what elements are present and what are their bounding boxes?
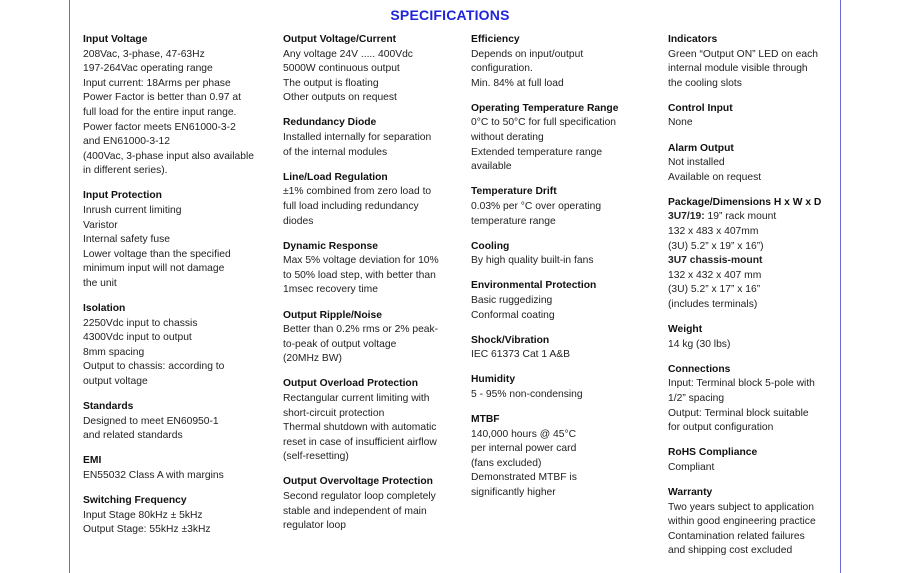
spec-section	[471, 373, 651, 402]
spec-heading: Input Protection	[83, 190, 162, 202]
spec-line: temperature range	[471, 215, 556, 227]
spec-section	[668, 486, 836, 559]
spec-section	[283, 33, 461, 106]
spec-line: Basic ruggedizing	[471, 294, 553, 306]
spec-section	[668, 323, 836, 352]
page-title: SPECIFICATIONS	[390, 7, 510, 23]
spec-line: (self-resetting)	[283, 451, 349, 463]
spec-line: 197-264Vac operating range	[83, 63, 213, 75]
spec-line: Compliant	[668, 461, 715, 473]
spec-heading: Input Voltage	[83, 34, 148, 45]
spec-line	[668, 254, 836, 269]
spec-line: (fans excluded)	[471, 457, 542, 469]
spec-line: to-peak of output voltage	[283, 338, 397, 350]
spec-section	[471, 413, 651, 501]
spec-line: Green “Output ON” LED on each	[668, 48, 818, 60]
spec-line: 8mm spacing	[83, 346, 145, 358]
spec-heading: Redundancy Diode	[283, 117, 377, 129]
spec-line: Second regulator loop completely	[283, 491, 436, 503]
spec-line: Two years subject to application	[668, 501, 814, 513]
spec-line: Better than 0.2% rms or 2% peak-	[283, 324, 439, 336]
spec-line: Input current: 18Arms per phase	[83, 77, 231, 89]
spec-line: Designed to meet EN60950-1	[83, 415, 219, 427]
spec-subheading: 3U7 chassis-mount	[668, 255, 763, 267]
spec-line: and shipping cost excluded	[668, 545, 793, 557]
spec-heading: RoHS Compliance	[668, 447, 758, 459]
spec-line: The output is floating	[283, 77, 379, 89]
spec-heading: Indicators	[668, 34, 718, 45]
spec-line: for output configuration	[668, 422, 774, 434]
spec-line: 132 x 483 x 407mm	[668, 226, 759, 238]
spec-section	[283, 240, 461, 298]
spec-section	[668, 446, 836, 475]
spec-section	[668, 33, 836, 91]
spec-line: (20MHz BW)	[283, 353, 342, 365]
spec-line: 0°C to 50°C for full specification	[471, 117, 617, 129]
spec-line: and EN61000-3-12	[83, 136, 171, 148]
spec-line: of the internal modules	[283, 146, 388, 158]
spec-section	[83, 189, 273, 291]
spec-line: Output: Terminal block suitable	[668, 407, 809, 419]
spec-line: Contamination related failures	[668, 530, 805, 542]
spec-line: (3U) 5.2” x 19” x 16”)	[668, 240, 764, 252]
spec-line: Installed internally for separation	[283, 132, 432, 144]
spec-section	[668, 196, 836, 313]
spec-line: the unit	[83, 278, 117, 289]
spec-line: Internal safety fuse	[83, 234, 171, 246]
spec-section	[471, 33, 651, 91]
spec-section	[283, 309, 461, 367]
spec-line: 132 x 432 x 407 mm	[668, 269, 762, 281]
spec-line	[668, 210, 836, 225]
spec-heading: Humidity	[471, 374, 516, 386]
spec-heading: Output Overload Protection	[283, 378, 419, 390]
left-border	[69, 0, 70, 573]
spec-line: and related standards	[83, 430, 183, 442]
spec-section	[83, 454, 273, 483]
spec-heading: Weight	[668, 324, 703, 336]
spec-line: Min. 84% at full load	[471, 77, 564, 89]
spec-heading: Standards	[83, 401, 134, 413]
spec-heading: Output Overvoltage Protection	[283, 476, 433, 488]
spec-line: (includes terminals)	[668, 299, 758, 310]
spec-heading: Isolation	[83, 303, 126, 315]
spec-line: Input Stage 80kHz ± 5kHz	[83, 509, 203, 521]
spec-heading: Connections	[668, 363, 731, 375]
spec-line: Demonstrated MTBF is	[471, 472, 577, 484]
spec-heading: Temperature Drift	[471, 186, 557, 198]
spec-section	[471, 240, 651, 269]
spec-column-2	[283, 33, 461, 544]
spec-line: without derating	[471, 132, 544, 144]
right-border	[840, 0, 841, 573]
spec-section	[283, 377, 461, 465]
spec-line: (400Vac, 3-phase input also available	[83, 150, 254, 162]
spec-heading: Alarm Output	[668, 142, 734, 154]
spec-section	[471, 334, 651, 363]
spec-section	[83, 494, 273, 538]
spec-section	[471, 102, 651, 175]
spec-line: Extended temperature range	[471, 146, 603, 158]
spec-section	[668, 142, 836, 186]
spec-line: 14 kg (30 lbs)	[668, 338, 731, 350]
spec-line: to 50% load step, with better than	[283, 269, 436, 281]
spec-line: configuration.	[471, 63, 533, 75]
spec-line: (3U) 5.2” x 17” x 16”	[668, 284, 761, 296]
spec-line: Input: Terminal block 5-pole with	[668, 378, 815, 390]
spec-line: available	[471, 161, 512, 173]
spec-heading: EMI	[83, 455, 102, 467]
spec-line: Conformal coating	[471, 309, 555, 321]
spec-line: Varistor	[83, 219, 118, 231]
spec-line: 140,000 hours @ 45°C	[471, 428, 577, 440]
spec-heading: Control Input	[668, 102, 733, 114]
spec-line: Not installed	[668, 157, 725, 169]
spec-line: Output to chassis: according to	[83, 361, 225, 373]
spec-line: 1msec recovery time	[283, 284, 378, 296]
spec-line: Max 5% voltage deviation for 10%	[283, 255, 439, 267]
spec-section	[283, 116, 461, 160]
spec-line: minimum input will not damage	[83, 263, 225, 275]
spec-heading: Warranty	[668, 486, 713, 498]
spec-line: output voltage	[83, 376, 148, 388]
spec-line: in different series).	[83, 165, 168, 177]
spec-line: 2250Vdc input to chassis	[83, 317, 198, 329]
spec-section	[471, 185, 651, 229]
spec-line: Output Stage: 55kHz ±3kHz	[83, 524, 211, 536]
spec-line: 1/2” spacing	[668, 392, 725, 404]
spec-line: per internal power card	[471, 443, 577, 455]
spec-section	[471, 279, 651, 323]
spec-line: diodes	[283, 215, 314, 227]
spec-section	[668, 363, 836, 436]
spec-line: Lower voltage than the specified	[83, 248, 231, 260]
spec-line: By high quality built-in fans	[471, 255, 594, 267]
spec-section	[668, 102, 836, 131]
spec-line: the cooling slots	[668, 77, 742, 89]
spec-line: 5 - 95% non-condensing	[471, 388, 583, 400]
spec-section	[283, 171, 461, 229]
spec-line: None	[668, 117, 693, 129]
spec-column-4	[668, 33, 836, 569]
spec-line: 208Vac, 3-phase, 47-63Hz	[83, 48, 205, 60]
spec-section	[83, 302, 273, 390]
spec-line: significantly higher	[471, 486, 556, 498]
spec-line: reset in case of insufficient airflow	[283, 436, 437, 448]
spec-line: Power factor meets EN61000-3-2	[83, 121, 236, 133]
spec-line: full load including redundancy	[283, 200, 419, 212]
spec-subheading: 3U7/19:	[668, 211, 705, 223]
spec-line: Thermal shutdown with automatic	[283, 422, 437, 434]
spec-column-3	[471, 33, 651, 511]
spec-line: Any voltage 24V ..... 400Vdc	[283, 48, 413, 60]
spec-line: Other outputs on request	[283, 92, 397, 104]
spec-column-1	[83, 33, 273, 548]
spec-heading: Package/Dimensions H x W x D	[668, 196, 822, 208]
spec-line: full load for the entire input range.	[83, 106, 237, 118]
spec-heading: Line/Load Regulation	[283, 171, 388, 183]
spec-line: Rectangular current limiting with	[283, 392, 430, 404]
spec-section	[83, 33, 273, 179]
spec-heading: Switching Frequency	[83, 495, 187, 507]
spec-heading: Dynamic Response	[283, 240, 378, 252]
spec-heading: MTBF	[471, 413, 500, 425]
spec-line: 5000W continuous output	[283, 63, 400, 75]
spec-section	[283, 475, 461, 533]
spec-line: EN55032 Class A with margins	[83, 470, 224, 482]
spec-line: 4300Vdc input to output	[83, 332, 192, 344]
spec-heading: Operating Temperature Range	[471, 102, 619, 114]
spec-line: regulator loop	[283, 520, 346, 532]
spec-line: Available on request	[668, 171, 762, 183]
spec-line: short-circuit protection	[283, 407, 385, 419]
spec-heading: Output Ripple/Noise	[283, 309, 382, 321]
spec-section	[83, 400, 273, 444]
spec-line-text: 19” rack mount	[704, 211, 777, 223]
spec-line: ±1% combined from zero load to	[283, 186, 432, 198]
spec-line: Inrush current limiting	[83, 205, 182, 217]
spec-line: internal module visible through	[668, 63, 808, 75]
spec-line: stable and independent of main	[283, 505, 427, 517]
spec-line: Depends on input/output	[471, 48, 584, 60]
spec-heading: Output Voltage/Current	[283, 34, 397, 45]
spec-line: within good engineering practice	[668, 516, 816, 528]
spec-line: 0.03% per °C over operating	[471, 200, 602, 212]
spec-line: Power Factor is better than 0.97 at	[83, 92, 241, 104]
spec-heading: Efficiency	[471, 34, 520, 45]
spec-heading: Cooling	[471, 240, 510, 252]
spec-line: IEC 61373 Cat 1 A&B	[471, 349, 571, 361]
spec-heading: Shock/Vibration	[471, 334, 550, 346]
spec-heading: Environmental Protection	[471, 280, 597, 292]
